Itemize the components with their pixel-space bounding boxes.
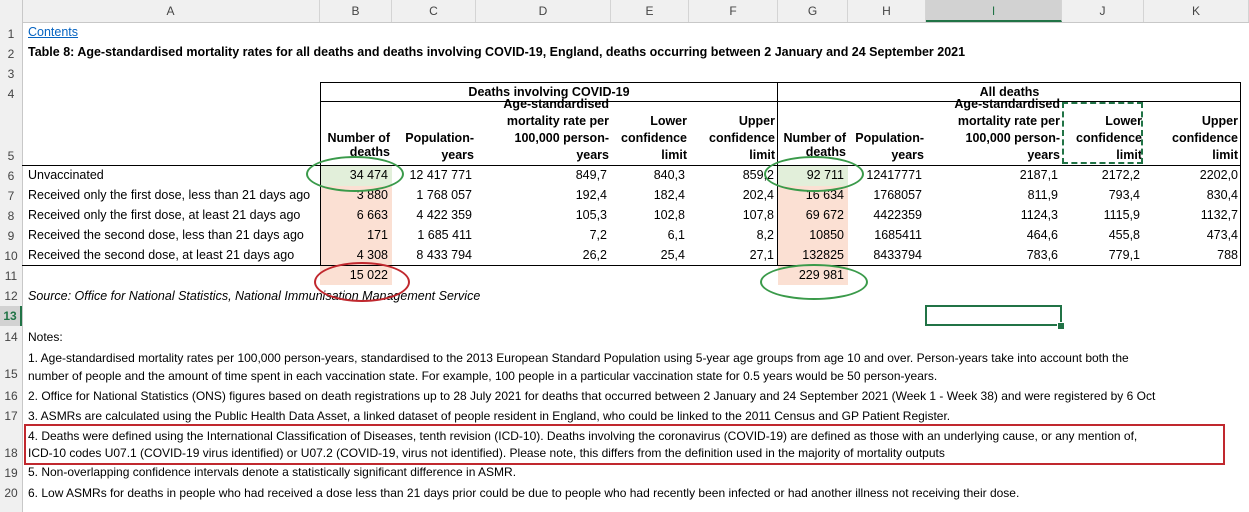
table-cell-d[interactable]: 192,4	[575, 188, 607, 202]
table-cell-i[interactable]: 783,6	[1026, 248, 1058, 262]
header-all-population	[848, 130, 924, 164]
header-all-upper	[1144, 113, 1238, 164]
row-header-5[interactable]: 5	[7, 149, 15, 163]
table-cell-e[interactable]: 840,3	[653, 168, 685, 182]
row-label[interactable]: Unvaccinated	[28, 168, 104, 182]
table-cell-f[interactable]: 8,2	[756, 228, 774, 242]
row-header-19[interactable]: 19	[4, 466, 18, 480]
red-ellipse-covid-total	[314, 262, 410, 302]
row-header-7[interactable]: 7	[7, 189, 15, 203]
table-bottom-border	[22, 265, 1241, 266]
note-4-highlight-box	[24, 424, 1225, 465]
table-cell-h[interactable]: 8433794	[873, 248, 922, 262]
table-cell-j[interactable]: 1115,9	[1103, 208, 1140, 222]
table-cell-g[interactable]: 92 711	[806, 168, 844, 182]
all-group-top-border	[778, 82, 1241, 83]
header-line: Population-	[855, 131, 924, 145]
row-header-3[interactable]: 3	[7, 67, 15, 81]
table-cell-c[interactable]: 4 422 359	[416, 208, 472, 222]
green-ellipse-all-unvacc	[764, 156, 864, 192]
column-header-c[interactable]: C	[392, 0, 476, 22]
row-label[interactable]: Received only the first dose, less than 21 days ago	[28, 188, 311, 202]
table-cell-i[interactable]: 1124,3	[1020, 208, 1058, 222]
table-cell-k[interactable]: 2202,0	[1199, 168, 1238, 182]
header-line: years	[576, 148, 609, 162]
column-header-h[interactable]: H	[848, 0, 926, 22]
header-line: limit	[1212, 148, 1238, 162]
table-cell-j[interactable]: 2172,2	[1101, 168, 1140, 182]
header-line: confidence	[709, 131, 775, 145]
table-cell-b[interactable]: 6 663	[356, 208, 388, 222]
table-cell-k[interactable]: 830,4	[1206, 188, 1238, 202]
table-cell-e[interactable]: 6,1	[667, 228, 685, 242]
row-header-6[interactable]: 6	[7, 169, 15, 183]
table-cell-f[interactable]: 859,2	[742, 168, 774, 182]
header-line: years	[441, 148, 474, 162]
header-line: limit	[661, 148, 687, 162]
row-header-12[interactable]: 12	[4, 289, 18, 303]
table-cell-h[interactable]: 1768057	[873, 188, 922, 202]
table-cell-j[interactable]: 793,4	[1108, 188, 1140, 202]
table-cell-k[interactable]: 1132,7	[1200, 208, 1238, 222]
header-line: deaths	[805, 145, 846, 159]
table-cell-h[interactable]: 1685411	[874, 228, 922, 242]
column-header-bar	[0, 0, 1249, 23]
note-3: 3. ASMRs are calculated using the Public Health Data Asset, a linked dataset of people resident in England, who could be linked to the 2011 Census and GP Patient Register.	[28, 409, 951, 423]
notes-heading: Notes:	[28, 330, 63, 344]
table-cell-d[interactable]: 7,2	[589, 228, 607, 242]
header-bottom-border	[22, 165, 1241, 166]
header-covid-population	[392, 130, 474, 164]
row-header-bar	[0, 22, 23, 512]
column-header-j[interactable]: J	[1062, 0, 1144, 22]
row-header-9[interactable]: 9	[7, 229, 15, 243]
column-header-i[interactable]: I	[926, 0, 1062, 22]
note-1-line-1: 1. Age-standardised mortality rates per 100,000 person-years, standardised to the 2013 European Standard Population using 5-year age groups from age 10 and over. Person-years take into account both the	[28, 351, 1129, 365]
header-line: 100,000 person-	[514, 131, 609, 145]
header-line: confidence	[1076, 131, 1142, 145]
header-line: Age-standardised	[503, 97, 609, 111]
table-cell-b[interactable]: 3 880	[356, 188, 388, 202]
table-cell-j[interactable]: 779,1	[1108, 248, 1140, 262]
table-cell-h[interactable]: 12417771	[866, 168, 922, 182]
column-header-g[interactable]: G	[778, 0, 848, 22]
row-header-15[interactable]: 15	[4, 367, 18, 381]
row-header-1[interactable]: 1	[7, 27, 15, 41]
copy-marquee	[1062, 102, 1143, 164]
note-4-line-1: 4. Deaths were defined using the International Classification of Diseases, tenth revision (ICD-10). Deaths involving the coronavirus (COVID-19) are defined as those with an underlying cause, or any mention of,	[28, 429, 1138, 443]
header-line: confidence	[621, 131, 687, 145]
note-4-line-2: ICD-10 codes U07.1 (COVID-19 virus identified) or U07.2 (COVID-19, virus not identified). Please note, this differs from the definition used in the majority of mortality outputs	[28, 446, 945, 460]
header-line: Age-standardised	[954, 97, 1060, 111]
header-line: Lower	[1105, 114, 1142, 128]
table-title: Table 8: Age-standardised mortality rates for all deaths and deaths involving COVID-19, England, deaths occurring between 2 January and 24 September 2021	[28, 45, 966, 59]
header-line: Population-	[405, 131, 474, 145]
table-cell-d[interactable]: 849,7	[575, 168, 607, 182]
table-cell-i[interactable]: 464,6	[1026, 228, 1058, 242]
group-header-all: All deaths	[979, 85, 1040, 99]
column-header-a[interactable]: A	[22, 0, 320, 22]
group-header-covid: Deaths involving COVID-19	[468, 85, 630, 99]
header-line: deaths	[349, 145, 390, 159]
covid-group-top-border	[320, 82, 778, 83]
table-cell-g[interactable]: 132825	[802, 248, 844, 262]
header-covid-lower	[611, 113, 687, 164]
green-ellipse-all-total	[760, 264, 868, 300]
table-cell-j[interactable]: 455,8	[1108, 228, 1140, 242]
table-cell-f[interactable]: 107,8	[742, 208, 774, 222]
table-cell-g[interactable]: 16 634	[805, 188, 844, 202]
row-label[interactable]: Received only the first dose, at least 21 days ago	[28, 208, 301, 222]
table-cell-h[interactable]: 4422359	[873, 208, 922, 222]
header-line: years	[891, 148, 924, 162]
row-header-18[interactable]: 18	[4, 446, 18, 460]
table-cell-c[interactable]: 1 685 411	[417, 228, 472, 242]
table-cell-d[interactable]: 26,2	[582, 248, 607, 262]
table-cell-k[interactable]: 788	[1217, 248, 1238, 262]
header-line: Number of	[327, 131, 390, 145]
row-header-14[interactable]: 14	[4, 330, 18, 344]
header-line: limit	[749, 148, 775, 162]
header-covid-asmr	[476, 96, 609, 164]
note-1-line-2: number of people and the amount of time spent in each vaccination state. For example, 100 people in a particular vaccination state for 0.5 years would be 50 person-years.	[28, 369, 938, 383]
note-5: 5. Non-overlapping confidence intervals denote a statistically significant difference in ASMR.	[28, 465, 517, 479]
table-cell-c[interactable]: 1 768 057	[416, 188, 472, 202]
column-header-b[interactable]: B	[320, 0, 392, 22]
total-covid-deaths[interactable]: 15 022	[349, 268, 388, 282]
header-line: Upper	[738, 114, 775, 128]
table-cell-c[interactable]: 8 433 794	[416, 248, 472, 262]
table-cell-e[interactable]: 102,8	[653, 208, 685, 222]
header-covid-upper	[689, 113, 775, 164]
table-cell-f[interactable]: 27,1	[749, 248, 774, 262]
fill-handle[interactable]	[1057, 322, 1065, 330]
source-note: Source: Office for National Statistics, National Immunisation Management Service	[28, 289, 481, 303]
table-cell-i[interactable]: 811,9	[1027, 188, 1058, 202]
note-2: 2. Office for National Statistics (ONS) figures based on death registrations up to 28 July 2021 for deaths that occurred between 2 January and 24 September 2021 (Week 1 - Week 38) and were registered by 6 Oct	[28, 389, 1156, 403]
header-line: mortality rate per	[506, 114, 609, 128]
header-line: Upper	[1201, 114, 1238, 128]
row-header-11[interactable]: 11	[4, 269, 18, 283]
row-header-16[interactable]: 16	[4, 389, 18, 403]
header-line: Number of	[783, 131, 846, 145]
row-header-13[interactable]: 13	[0, 306, 22, 326]
table-cell-c[interactable]: 12 417 771	[409, 168, 472, 182]
table-cell-e[interactable]: 182,4	[653, 188, 685, 202]
row-header-17[interactable]: 17	[4, 409, 18, 423]
table-cell-i[interactable]: 2187,1	[1019, 168, 1058, 182]
row-header-10[interactable]: 10	[4, 249, 18, 263]
header-all-asmr	[926, 96, 1060, 164]
total-all-deaths[interactable]: 229 981	[798, 268, 844, 282]
row-label[interactable]: Received the second dose, less than 21 days ago	[28, 228, 304, 242]
contents-link[interactable]: Contents	[28, 25, 79, 39]
column-header-d[interactable]: D	[476, 0, 611, 22]
row-header-8[interactable]: 8	[7, 209, 15, 223]
table-cell-g[interactable]: 69 672	[805, 208, 844, 222]
select-all-corner[interactable]	[0, 0, 23, 22]
header-line: Lower	[650, 114, 687, 128]
row-header-2[interactable]: 2	[7, 47, 15, 61]
note-6: 6. Low ASMRs for deaths in people who had received a dose less than 21 days prior could be due to people who had recently been infected or had another illness not receiving their dose.	[28, 486, 1020, 500]
row-header-4[interactable]: 4	[7, 87, 15, 101]
active-cell-i13[interactable]	[925, 305, 1062, 326]
table-cell-b[interactable]: 34 474	[349, 168, 388, 182]
header-line: limit	[1116, 148, 1142, 162]
column-header-f[interactable]: F	[689, 0, 778, 22]
row-header-20[interactable]: 20	[4, 486, 18, 500]
header-line: mortality rate per	[957, 114, 1060, 128]
header-line: confidence	[1172, 131, 1238, 145]
column-header-k[interactable]: K	[1144, 0, 1249, 22]
table-cell-b[interactable]: 4 308	[356, 248, 388, 262]
table-cell-k[interactable]: 473,4	[1206, 228, 1238, 242]
table-cell-d[interactable]: 105,3	[575, 208, 607, 222]
table-cell-g[interactable]: 10850	[809, 228, 844, 242]
header-line: 100,000 person-	[965, 131, 1060, 145]
table-cell-f[interactable]: 202,4	[742, 188, 774, 202]
table-cell-e[interactable]: 25,4	[660, 248, 685, 262]
header-line: years	[1027, 148, 1060, 162]
table-cell-b[interactable]: 171	[367, 228, 388, 242]
green-ellipse-covid-unvacc	[306, 156, 404, 192]
column-header-e[interactable]: E	[611, 0, 689, 22]
row-label[interactable]: Received the second dose, at least 21 days ago	[28, 248, 295, 262]
table-right-border	[1240, 82, 1241, 266]
